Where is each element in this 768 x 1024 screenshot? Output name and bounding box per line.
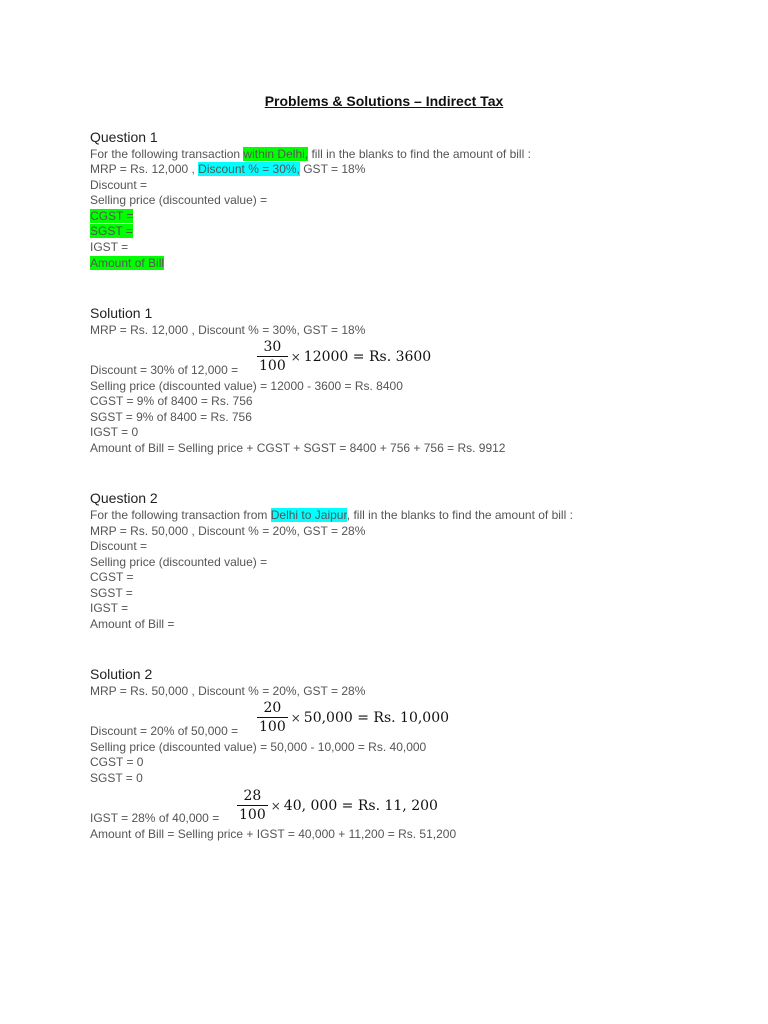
solution-2-fraction-igst: [237, 788, 268, 823]
page-title: Problems & Solutions – Indirect Tax: [264, 93, 504, 109]
q1-intro-highlight: within Delhi,: [243, 147, 309, 161]
solution-1-discount: Discount = 30% of 12,000 =: [90, 363, 239, 377]
question-2-heading: Question 2: [90, 490, 158, 506]
q1-bill-highlight: Amount of Bill: [90, 256, 165, 270]
solution-1-cgst: CGST = 9% of 8400 = Rs. 756: [90, 394, 253, 408]
solution-1-sgst: SGST = 9% of 8400 = Rs. 756: [90, 410, 252, 424]
formula-result: 12000 = Rs. 3600: [303, 348, 432, 365]
fraction-denominator: 100: [259, 719, 286, 735]
formula-result: 40, 000 = Rs. 11, 200: [283, 797, 438, 814]
question-1-selling-price: Selling price (discounted value) =: [90, 193, 268, 207]
fraction-denominator: 100: [239, 807, 266, 823]
solution-2-discount: Discount = 20% of 50,000 =: [90, 724, 239, 738]
question-2-sgst: SGST =: [90, 586, 133, 600]
solution-1-igst: IGST = 0: [90, 425, 139, 439]
question-2-igst: IGST =: [90, 601, 129, 615]
solution-2-igst: IGST = 28% of 40,000 =: [90, 811, 220, 825]
question-2-discount: Discount =: [90, 539, 148, 553]
q2-intro-post: , fill in the blanks to find the amount of bill :: [346, 508, 573, 522]
q1-intro-pre: For the following transaction: [90, 147, 244, 161]
q1-mrp-highlight: Discount % = 30%,: [198, 162, 300, 176]
question-1-cgst: [90, 209, 133, 224]
q2-intro-pre: For the following transaction from: [90, 508, 271, 522]
solution-1-fraction: [257, 339, 288, 374]
solution-1-bill: Amount of Bill = Selling price + CGST + SGST = 8400 + 756 + 756 = Rs. 9912: [90, 441, 506, 455]
q1-intro-post: fill in the blanks to find the amount of bill :: [308, 147, 531, 161]
fraction-denominator: 100: [259, 358, 286, 374]
solution-2-mrp: MRP = Rs. 50,000 , Discount % = 20%, GST = 28%: [90, 684, 366, 698]
solution-1-formula: [257, 339, 431, 374]
solution-1-mrp: MRP = Rs. 12,000 , Discount % = 30%, GST = 18%: [90, 323, 366, 337]
question-1-intro: [90, 147, 531, 162]
question-2-selling-price: Selling price (discounted value) =: [90, 555, 268, 569]
formula-result: 50,000 = Rs. 10,000: [303, 709, 450, 726]
solution-1-selling-price: Selling price (discounted value) = 12000 - 3600 = Rs. 8400: [90, 379, 403, 393]
solution-2-heading: Solution 2: [90, 666, 153, 682]
fraction-numerator: 20: [263, 700, 282, 716]
question-1-mrp: [90, 162, 365, 177]
solution-2-formula-igst: [237, 788, 438, 823]
solution-2-fraction-discount: [257, 700, 288, 735]
question-1-heading: Question 1: [90, 129, 158, 145]
q1-mrp-post: GST = 18%: [299, 162, 366, 176]
solution-2-formula-discount: [257, 700, 449, 735]
multiply-symbol: ×: [290, 349, 301, 364]
solution-2-cgst: CGST = 0: [90, 755, 144, 769]
question-2-bill: Amount of Bill =: [90, 617, 175, 631]
question-2-intro: [90, 508, 573, 523]
solution-2-sgst: SGST = 0: [90, 771, 143, 785]
question-1-bill: [90, 256, 164, 271]
q1-sgst-highlight: SGST =: [90, 224, 133, 238]
fraction-numerator: 28: [243, 788, 262, 804]
solution-2-bill: Amount of Bill = Selling price + IGST = 40,000 + 11,200 = Rs. 51,200: [90, 827, 457, 841]
question-2-mrp: MRP = Rs. 50,000 , Discount % = 20%, GST = 28%: [90, 524, 366, 538]
q1-cgst-highlight: CGST =: [90, 209, 134, 223]
question-1-sgst: [90, 224, 133, 239]
q1-mrp-pre: MRP = Rs. 12,000 ,: [90, 162, 199, 176]
multiply-symbol: ×: [270, 798, 281, 813]
solution-2-selling-price: Selling price (discounted value) = 50,000 - 10,000 = Rs. 40,000: [90, 740, 427, 754]
question-2-cgst: CGST =: [90, 570, 134, 584]
question-1-discount: Discount =: [90, 178, 148, 192]
multiply-symbol: ×: [290, 710, 301, 725]
q2-intro-highlight: Delhi to Jaipur: [270, 508, 347, 522]
fraction-numerator: 30: [263, 339, 282, 355]
solution-1-heading: Solution 1: [90, 305, 153, 321]
question-1-igst: IGST =: [90, 240, 129, 254]
